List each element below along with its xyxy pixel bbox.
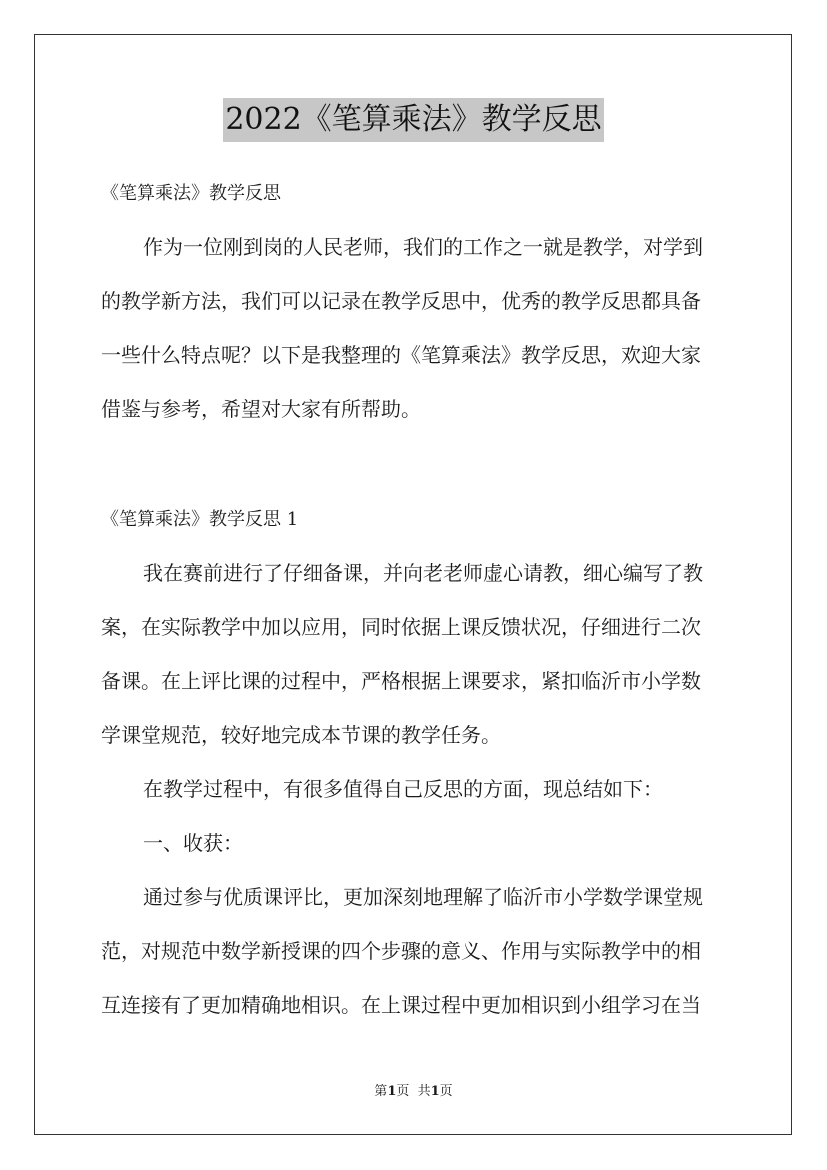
section-heading: 《笔算乘法》教学反思	[101, 183, 281, 204]
paragraph-line: 互连接有了更加精确地相识。在上课过程中更加相识到小组学习在当	[101, 993, 701, 1017]
paragraph-line: 我在赛前进行了仔细备课，并向老老师虚心请教，细心编写了教	[143, 561, 703, 585]
section-heading: 《笔算乘法》教学反思 1	[101, 509, 299, 530]
paragraph-line: 备课。在上评比课的过程中，严格根据上课要求，紧扣临沂市小学数	[101, 669, 701, 693]
page-footer	[0, 1084, 827, 1100]
section-label: 一、收获：	[143, 831, 243, 855]
footer-page-mid: 页 共	[396, 1084, 431, 1099]
intro-line: 一些什么特点呢？以下是我整理的《笔算乘法》教学反思，欢迎大家	[101, 343, 701, 367]
footer-page-suffix: 页	[439, 1084, 453, 1099]
title-container	[0, 98, 827, 142]
paragraph-line: 通过参与优质课评比，更加深刻地理解了临沂市小学数学课堂规	[143, 885, 703, 909]
document-title: 2022《笔算乘法》教学反思	[223, 98, 603, 142]
intro-line: 借鉴与参考，希望对大家有所帮助。	[101, 397, 421, 421]
intro-line: 的教学新方法，我们可以记录在教学反思中，优秀的教学反思都具备	[101, 289, 701, 313]
paragraph-line: 范，对规范中数学新授课的四个步骤的意义、作用与实际教学中的相	[101, 939, 701, 963]
footer-page-prefix: 第	[374, 1084, 388, 1099]
paragraph-line: 案，在实际教学中加以应用，同时依据上课反馈状况，仔细进行二次	[101, 615, 701, 639]
paragraph-line: 学课堂规范，较好地完成本节课的教学任务。	[101, 723, 501, 747]
intro-line: 作为一位刚到岗的人民老师，我们的工作之一就是教学，对学到	[143, 235, 703, 259]
paragraph-line: 在教学过程中，有很多值得自己反思的方面，现总结如下：	[143, 777, 663, 801]
footer-page-current: 1	[387, 1084, 397, 1099]
footer-page-total: 1	[430, 1084, 440, 1099]
